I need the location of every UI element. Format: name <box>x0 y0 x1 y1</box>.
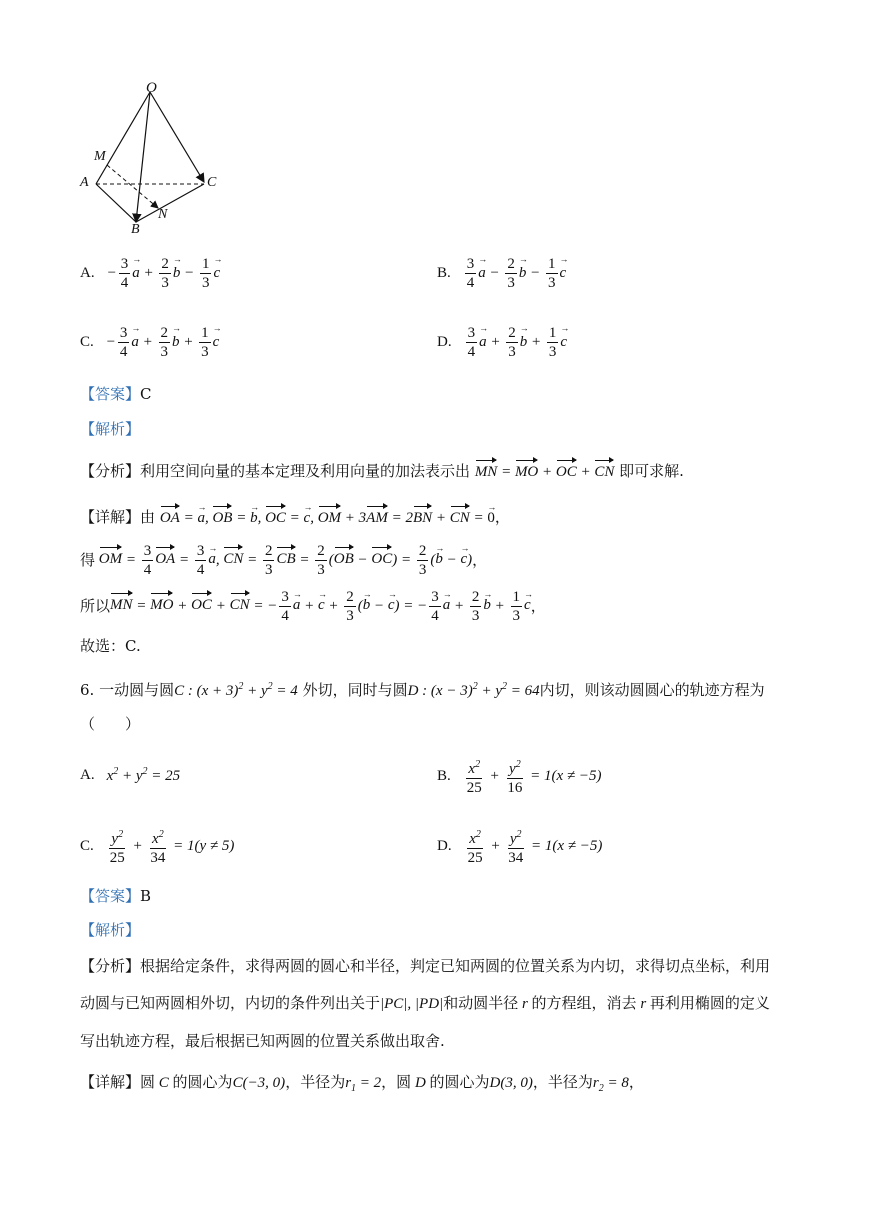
q6-analysis-tag: 【解析】 <box>80 921 141 939</box>
q6-fenxi-line2: 动圆与已知两圆相外切，内切的条件列出关于|PC|, |PD|和动圆半径 r 的方程组，消去 r 再利用椭圆的定义 <box>80 994 770 1012</box>
q6-option-c[interactable]: C. $\frac{y^2}{25}$ + $\frac{x^2}{34}$ = 1(y ≠ 5) <box>80 826 234 867</box>
suoyi-text: 所以 <box>80 597 111 615</box>
option-label: C. <box>80 838 94 854</box>
q6-paren: （ ） <box>80 715 141 733</box>
xiangjie-tag: 【详解】 <box>80 508 141 526</box>
label-B: B <box>131 222 140 237</box>
q5-option-a[interactable]: A. − $\frac{3}{4}$ → a + $\frac{2}{3}$ → b − $\frac{1}{3}$ → c <box>80 255 220 292</box>
q5-xiangjie-line3: 所以 MN = MO + OC + CN = − $\frac{3}{4}$ → a + → c + $\frac{2}{3}$ (→ b − → c) = − $\frac{3}{4}$ → a + $\frac{2}{3}$ → b + $\frac{1}{3}$ → c ， <box>80 591 546 621</box>
q6-stem-3: 内切，则该动圆圆心的轨迹方程为 <box>539 681 765 699</box>
fenxi-line2a: 动圆与已知两圆相外切，内切的条件列出关于 <box>80 994 381 1012</box>
xj-1: 圆 <box>140 1073 156 1091</box>
fenxi-line2d: 再利用椭圆的定义 <box>649 994 770 1012</box>
q6-stem-2: 外切，同时与圆 <box>302 681 408 699</box>
fenxi-line2b: 和动圆半径 <box>443 994 519 1012</box>
label-O: O <box>146 80 157 96</box>
q5-option-b[interactable]: B. $\frac{3}{4}$ → a − $\frac{2}{3}$ → b − $\frac{1}{3}$ → c <box>437 255 566 292</box>
fenxi-line1: 根据给定条件，求得两圆的圆心和半径，判定已知两圆的位置关系为内切，求得切点坐标，利用 <box>140 957 771 975</box>
q5-option-d[interactable]: D. $\frac{3}{4}$ → a + $\frac{2}{3}$ → b + $\frac{1}{3}$ → c <box>437 324 567 361</box>
q5-xiangjie-line1: 【详解】由 OA = → a, OB = → b, OC = → c, OM + 3AM = 2BN + CN = → 0， <box>80 504 510 528</box>
answer-value: B <box>140 887 152 905</box>
option-label: C. <box>80 334 94 350</box>
fenxi-formula: MN = MO + OC + CN <box>475 464 615 480</box>
edge-OC <box>150 92 204 182</box>
answer-value: C <box>140 385 152 403</box>
xj-6: ，半径为 <box>532 1073 593 1091</box>
q6-option-d[interactable]: D. $\frac{x^2}{25}$ + $\frac{y^2}{34}$ = 1(x ≠ −5) <box>437 826 602 867</box>
fenxi-tail: 即可求解. <box>619 462 684 480</box>
edge-AB <box>96 184 136 222</box>
label-N: N <box>158 207 168 222</box>
xj-4: ，圆 <box>381 1073 412 1091</box>
xj-5: 的圆心为 <box>429 1073 490 1091</box>
answer-tag: 【答案】 <box>80 887 141 905</box>
option-label: A. <box>80 767 95 783</box>
fenxi-tag: 【分析】 <box>80 462 141 480</box>
q6-fenxi-line1 <box>80 956 770 976</box>
option-label: D. <box>437 334 452 350</box>
question-number: 6. <box>80 681 95 699</box>
xiangjie-prefix: 由 <box>140 508 156 526</box>
answer-tag: 【答案】 <box>80 385 141 403</box>
q6-option-b[interactable]: B. $\frac{x^2}{25}$ + $\frac{y^2}{16}$ = 1(x ≠ −5) <box>437 756 602 797</box>
xj-2: 的圆心为 <box>172 1073 233 1091</box>
q5-xiangjie-line2: 得 OM = $\frac{3}{4}$ OA = $\frac{3}{4}$ → a, CN = $\frac{2}{3}$ CB = $\frac{2}{3}$ (OB − OC) = $\frac{2}{3}$ (→ b − → c) ， <box>80 545 487 575</box>
q6-answer <box>80 886 151 906</box>
fenxi-line2c: 的方程组，消去 <box>531 994 637 1012</box>
xj-3: ，半径为 <box>285 1073 346 1091</box>
q6-xiangjie: 【详解】圆 C 的圆心为C(−3, 0)，半径为$r_1 = 2$，圆 D 的圆心为D(3, 0)，半径为$r_2 = 8$， <box>80 1073 644 1094</box>
q5-answer <box>80 384 152 404</box>
xiangjie-tag: 【详解】 <box>80 1073 141 1091</box>
q5-option-c[interactable]: C. − $\frac{3}{4}$ → a + $\frac{2}{3}$ → b + $\frac{1}{3}$ → c <box>80 324 219 361</box>
option-label: B. <box>437 265 451 281</box>
option-label: B. <box>437 768 451 784</box>
q5-guxuan: 故选：C. <box>80 637 141 655</box>
option-label: A. <box>80 265 95 281</box>
q6-stem-1: 一动圆与圆 <box>99 681 175 699</box>
edge-BC <box>136 184 204 222</box>
q6-fenxi-line3: 写出轨迹方程，最后根据已知两圆的位置关系做出取舍. <box>80 1032 445 1050</box>
fenxi-tag: 【分析】 <box>80 957 141 975</box>
q6-stem: 6. 一动圆与圆C : $(x + 3)^2 + y^2 = 4$ 外切，同时与圆D : $(x - 3)^2 + y^2 = 64$内切，则该动圆圆心的轨迹方程为 <box>80 681 765 699</box>
label-C: C <box>207 175 217 190</box>
label-A: A <box>80 175 89 190</box>
q6-option-a[interactable]: A. $x^2 + y^2 = 25$ <box>80 766 181 784</box>
q5-analysis-tag: 【解析】 <box>80 420 141 438</box>
option-label: D. <box>437 838 452 854</box>
tetrahedron-figure <box>78 78 238 243</box>
fenxi-text: 利用空间向量的基本定理及利用向量的加法表示出 <box>140 462 471 480</box>
label-M: M <box>94 149 106 164</box>
q5-fenxi <box>80 458 684 482</box>
de-text: 得 <box>80 551 96 569</box>
